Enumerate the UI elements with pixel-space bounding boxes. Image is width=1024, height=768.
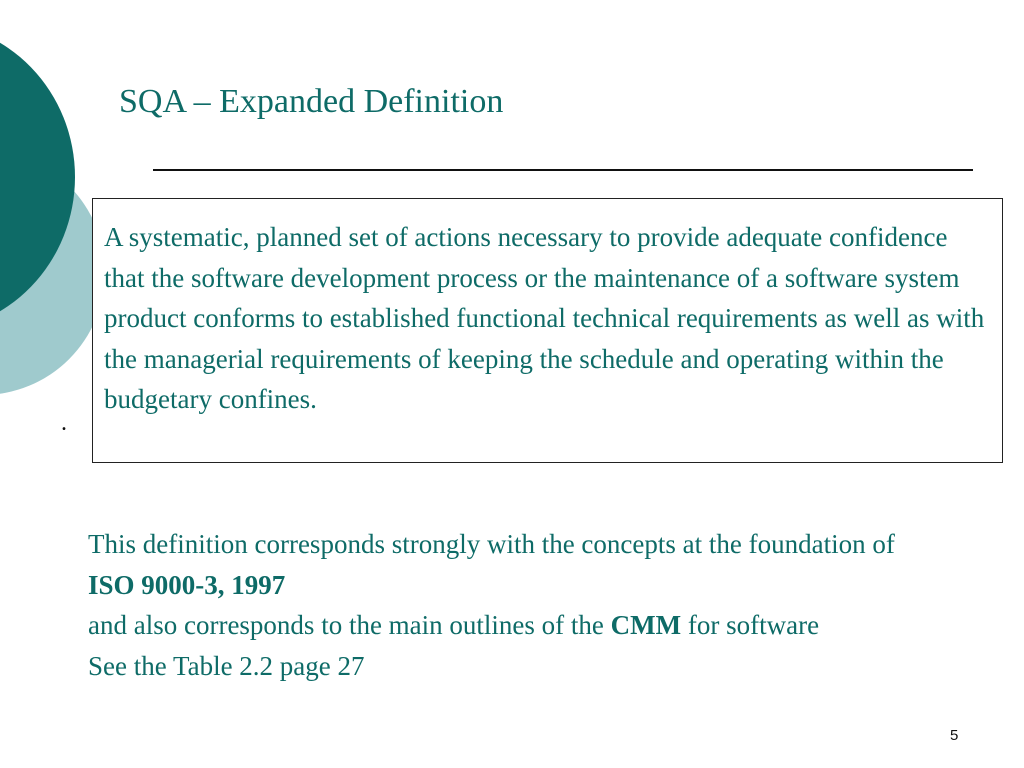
page-number: 5 (950, 727, 959, 744)
iso-reference: ISO 9000-3, 1997 (88, 569, 286, 600)
bullet-marker: . (61, 410, 67, 436)
body-line-2-end: for software (681, 610, 820, 640)
definition-text: A systematic, planned set of actions necessary to provide adequate confidence that the software development process or the maintenance of a software system product conforms to established functional technical requirements as well as with the managerial requirements of keeping the schedule and operating within the budgetary confines. (104, 222, 985, 414)
definition-box (92, 198, 1003, 463)
body-line-3: See the Table 2.2 page 27 (88, 650, 365, 681)
body-line-1: This definition corresponds strongly with the concepts at the foundation of (88, 529, 895, 559)
cmm-reference: CMM (610, 610, 682, 640)
slide-title: SQA – Expanded Definition (119, 83, 504, 120)
body-line-2: and also corresponds to the main outlines of the (88, 610, 611, 640)
title-divider (153, 169, 973, 171)
body-text (88, 524, 948, 686)
